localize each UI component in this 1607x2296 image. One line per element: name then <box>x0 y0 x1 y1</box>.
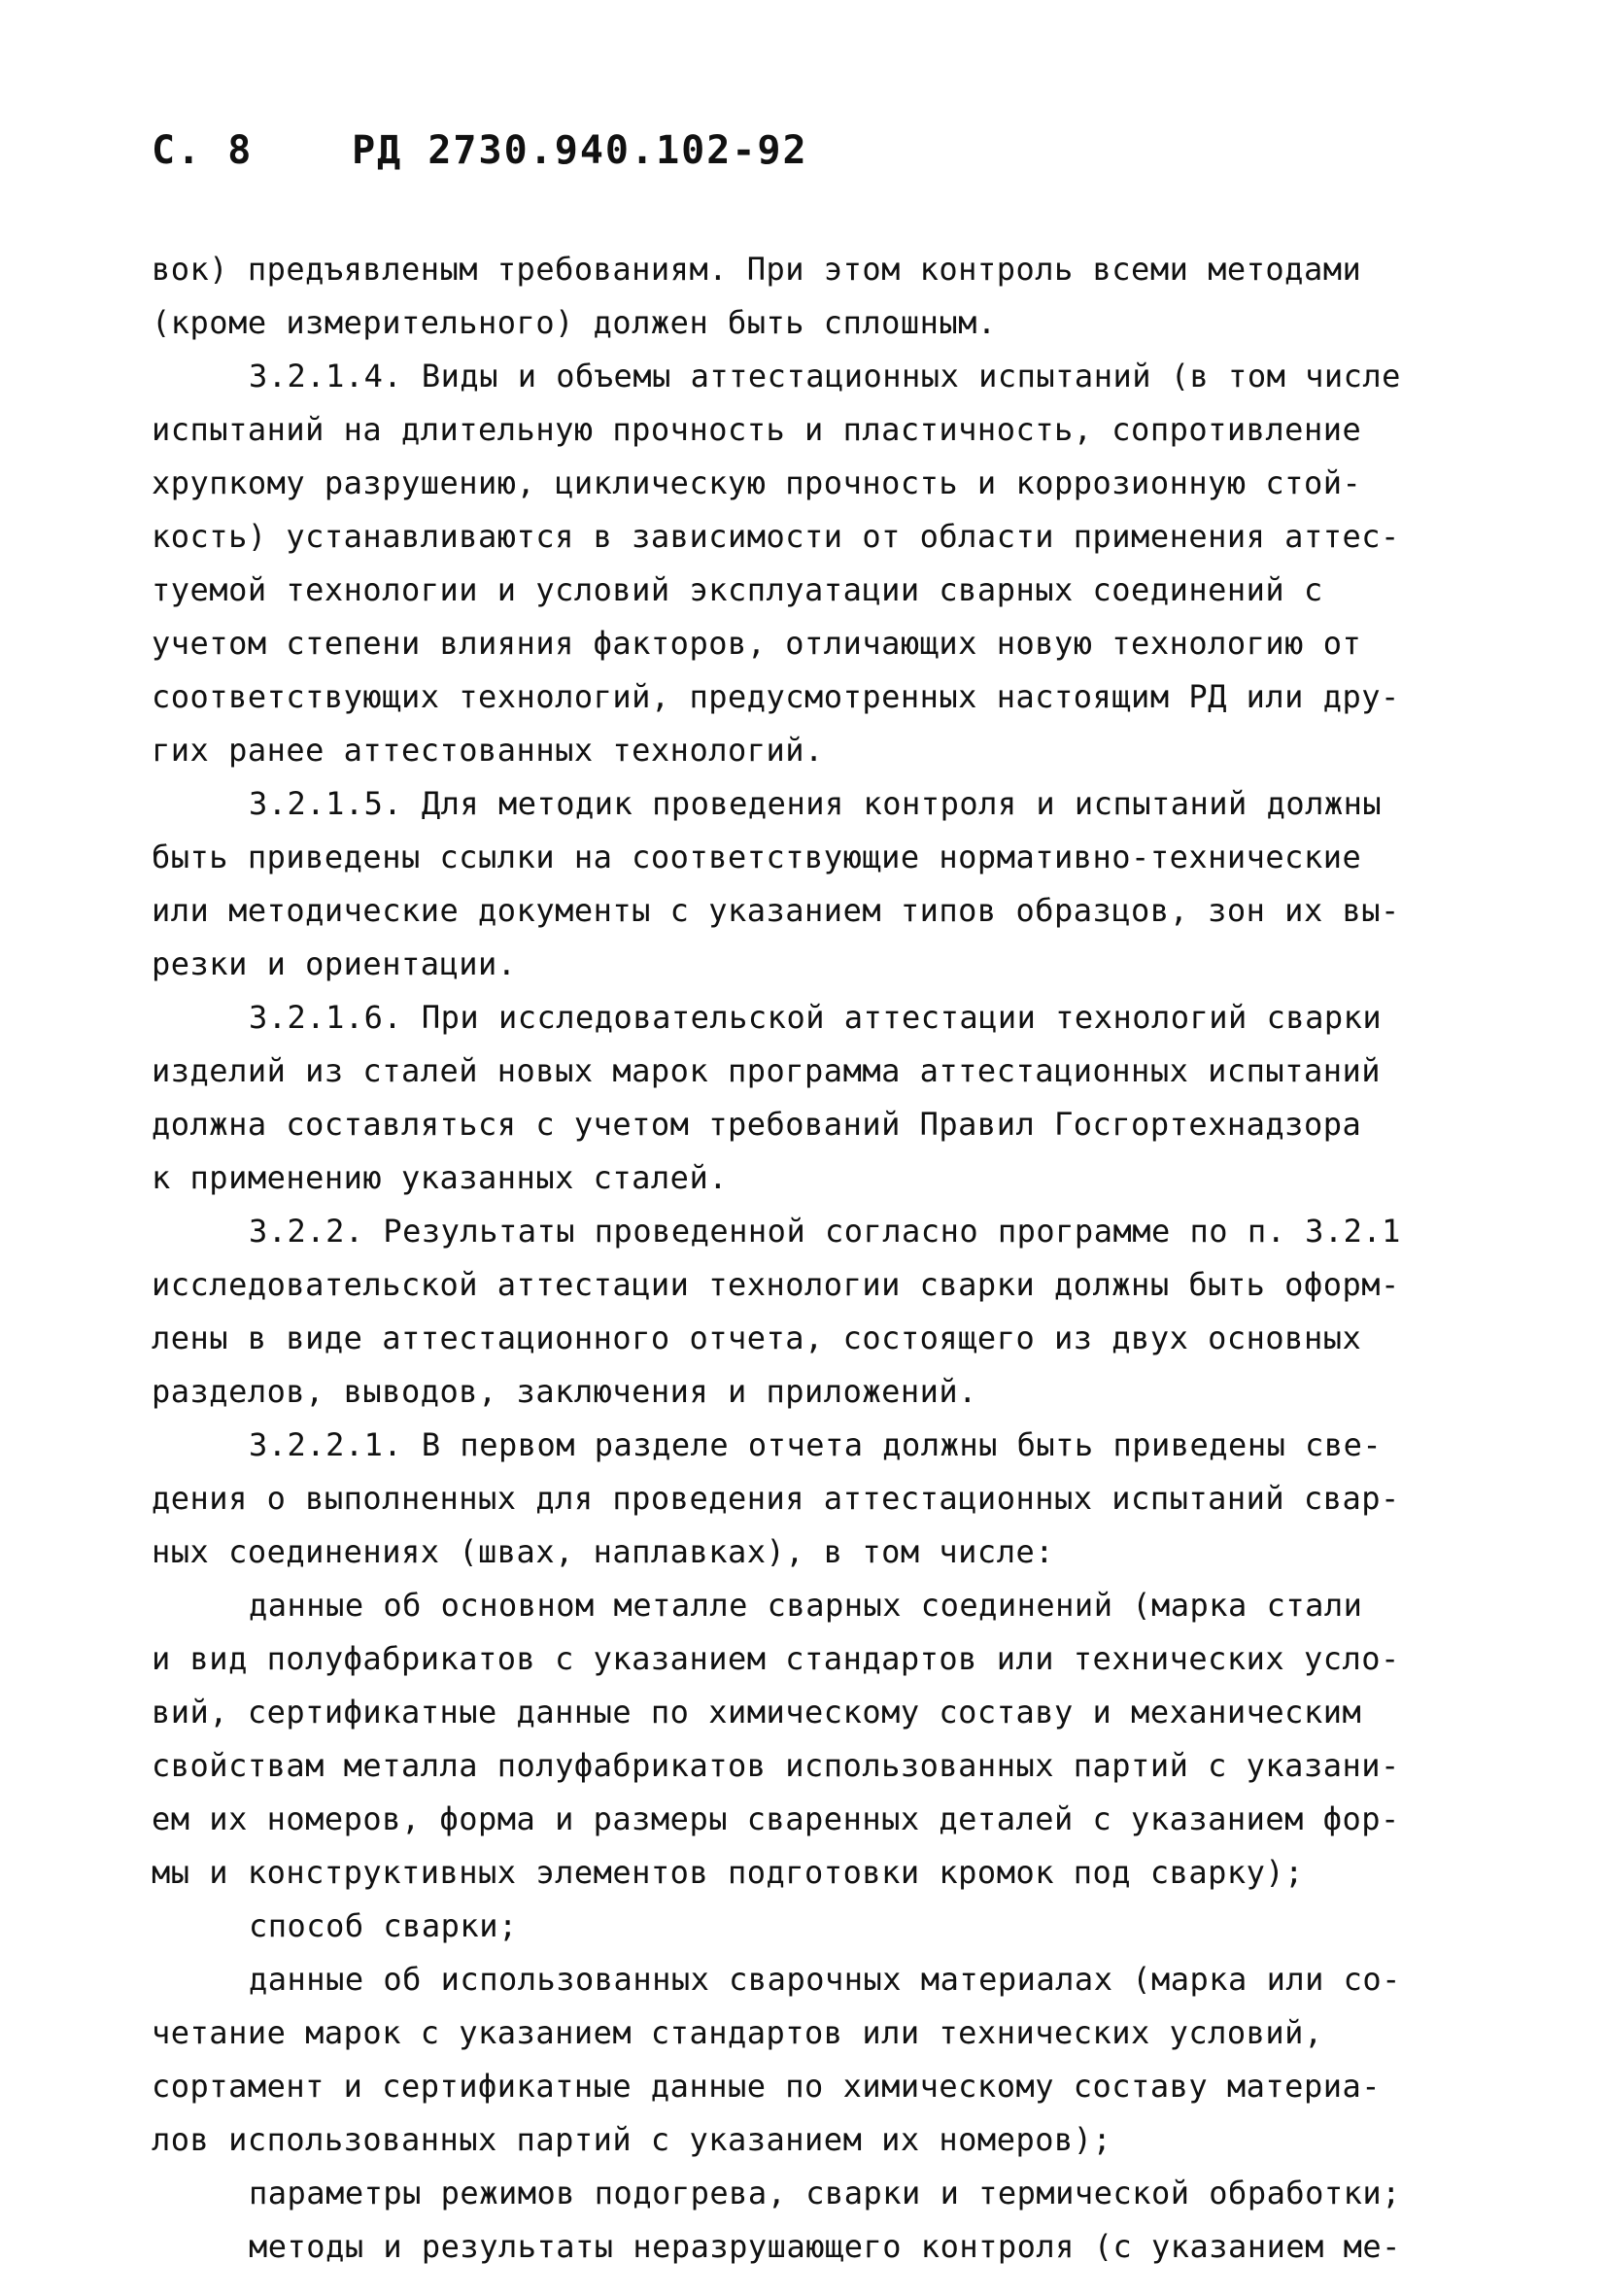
text-line: методы и результаты неразрушающего контроля (с указанием ме- <box>249 2228 1401 2265</box>
page-number: С. 8 <box>152 128 254 173</box>
text-line: способ сварки; <box>249 1907 518 1944</box>
text-line: 3.2.1.4. Виды и объемы аттестационных испытаний (в том числе <box>249 358 1401 394</box>
text-line: к применению указанных сталей. <box>152 1159 728 1196</box>
text-line: ем их номеров, форма и размеры сваренных деталей с указанием фор- <box>152 1800 1400 1837</box>
text-line: изделий из сталей новых марок программа аттестационных испытаний <box>152 1052 1381 1089</box>
text-line: 3.2.1.5. Для методик проведения контроля и испытаний должны <box>249 785 1383 822</box>
text-line: мы и конструктивных элементов подготовки кромок под сварку); <box>152 1854 1304 1891</box>
text-line: 3.2.2.1. В первом разделе отчета должны быть приведены све- <box>249 1426 1383 1463</box>
text-line: лены в виде аттестационного отчета, состоящего из двух основных <box>152 1319 1362 1356</box>
text-line: соответствующих технологий, предусмотренных настоящим РД или дру- <box>152 678 1400 715</box>
text-line: данные об использованных сварочных материалах (марка или со- <box>249 1961 1401 1998</box>
text-line: хрупкому разрушению, циклическую прочность и коррозионную стой- <box>152 464 1362 501</box>
text-line: дения о выполненных для проведения аттестационных испытаний свар- <box>152 1480 1400 1517</box>
text-line: учетом степени влияния факторов, отличающих новую технологию от <box>152 625 1362 662</box>
page-header <box>152 128 808 173</box>
text-line: или методические документы с указанием типов образцов, зон их вы- <box>152 892 1400 929</box>
text-line: (кроме измерительного) должен быть сплошным. <box>152 304 997 341</box>
text-line: исследовательской аттестации технологии сварки должны быть оформ- <box>152 1266 1400 1303</box>
text-line: вий, сертификатные данные по химическому составу и механическим <box>152 1694 1362 1731</box>
text-line: данные об основном металле сварных соединений (марка стали <box>249 1587 1363 1624</box>
text-line: гих ранее аттестованных технологий. <box>152 732 824 769</box>
text-line: вок) предъявленым требованиям. При этом контроль всеми методами <box>152 251 1362 288</box>
text-line: лов использованных партий с указанием их номеров); <box>152 2121 1112 2158</box>
text-line: резки и ориентации. <box>152 945 517 982</box>
text-line: параметры режимов подогрева, сварки и термической обработки; <box>249 2175 1401 2211</box>
document-body <box>152 243 1453 2274</box>
text-line: четание марок с указанием стандартов или технических условий, <box>152 2014 1323 2051</box>
text-line: быть приведены ссылки на соответствующие нормативно-технические <box>152 839 1362 875</box>
text-line: ных соединениях (швах, наплавках), в том числе: <box>152 1533 1054 1570</box>
text-line: туемой технологии и условий эксплуатации сварных соединений с <box>152 571 1323 608</box>
text-line: должна составляться с учетом требований Правил Госгортехнадзора <box>152 1106 1362 1143</box>
text-line: испытаний на длительную прочность и пластичность, сопротивление <box>152 411 1362 448</box>
text-line: разделов, выводов, заключения и приложений. <box>152 1373 977 1410</box>
text-line: свойствам металла полуфабрикатов использованных партий с указани- <box>152 1747 1400 1784</box>
text-line: 3.2.1.6. При исследовательской аттестации технологий сварки <box>249 999 1383 1036</box>
text-line: и вид полуфабрикатов с указанием стандартов или технических усло- <box>152 1640 1400 1677</box>
text-line: 3.2.2. Результаты проведенной согласно программе по п. 3.2.1 <box>249 1213 1401 1250</box>
text-line: кость) устанавливаются в зависимости от области применения аттес- <box>152 518 1400 555</box>
text-line: сортамент и сертификатные данные по химическому составу материа- <box>152 2068 1381 2105</box>
document-code: РД 2730.940.102-92 <box>352 128 808 173</box>
